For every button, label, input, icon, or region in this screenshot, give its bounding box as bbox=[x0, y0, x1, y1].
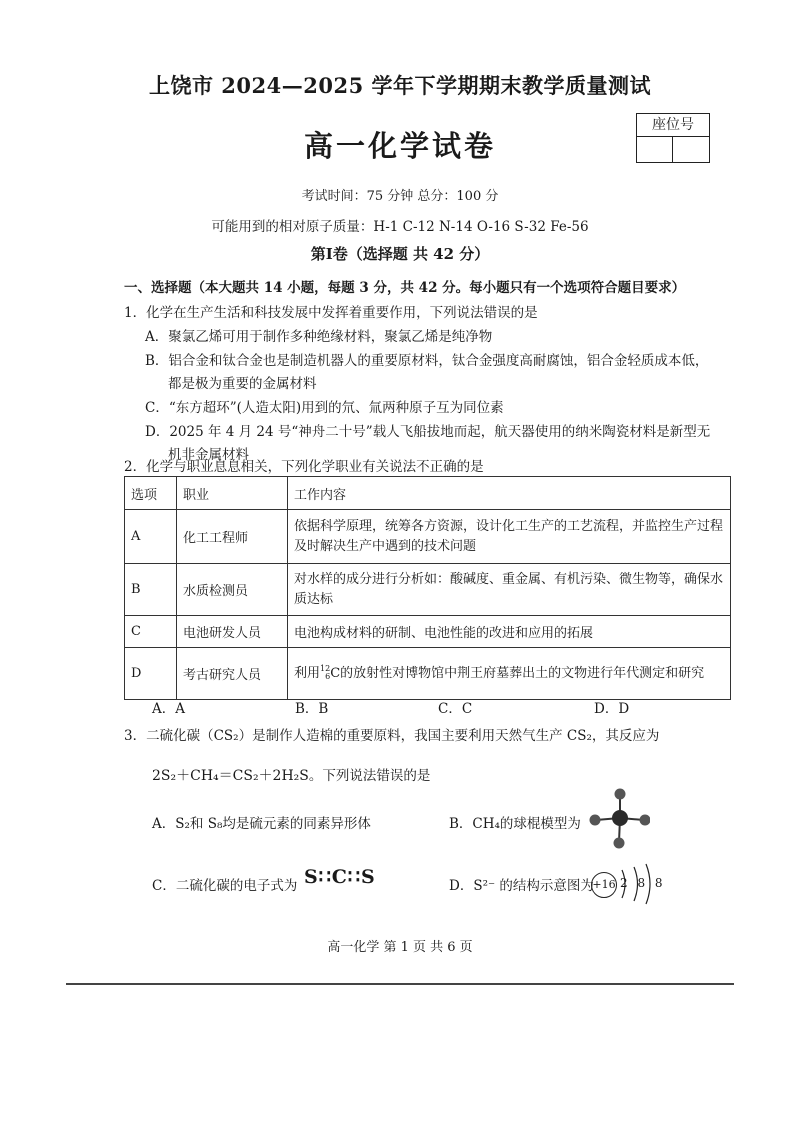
career-table bbox=[124, 476, 731, 700]
table-header-job: 职业 bbox=[177, 477, 288, 510]
row-content-post: 的放射性对博物馆中荆王府墓葬出土的文物进行年代测定和研究 bbox=[340, 665, 705, 681]
section-title: 一、选择题（本大题共 14 小题，每题 3 分，共 42 分。每小题只有一个选项符合题目要求） bbox=[124, 280, 686, 296]
part-one-title: 第Ⅰ卷（选择题 共 42 分） bbox=[310, 245, 490, 263]
table-row bbox=[125, 648, 731, 700]
row-option: C bbox=[125, 616, 177, 648]
answer-c: C．C bbox=[438, 701, 473, 717]
equation-tail: 。下列说法错误的是 bbox=[308, 768, 431, 784]
question-1-option-b: B．铝合金和钛合金也是制造机器人的重要原材料，钛合金强度高耐腐蚀，铝合金轻质成本低， bbox=[145, 353, 709, 369]
row-content: 电池构成材料的研制、电池性能的改进和应用的拓展 bbox=[288, 616, 731, 648]
answer-a: A．A bbox=[152, 701, 185, 717]
row-content: 依据科学原理，统筹各方资源，设计化工生产的工艺流程，并监控生产过程及时解决生产中遇到的技术问题 bbox=[288, 510, 731, 564]
table-header-content: 工作内容 bbox=[288, 477, 731, 510]
isotope-element: C bbox=[330, 665, 341, 681]
question-1-option-d: D．2025 年 4 月 24 号“神舟二十号”载人飞船拔地而起，航天器使用的纳米陶瓷材料是新型无 bbox=[145, 424, 711, 440]
row-content bbox=[288, 648, 731, 700]
row-job: 化工工程师 bbox=[177, 510, 288, 564]
question-3-option-d: D．S²⁻ 的结构示意图为 bbox=[449, 878, 594, 894]
table-header-row bbox=[125, 477, 731, 510]
seat-number-box bbox=[636, 113, 710, 163]
row-content: 对水样的成分进行分析如：酸碱度、重金属、有机污染、微生物等，确保水质达标 bbox=[288, 564, 731, 616]
row-option: D bbox=[125, 648, 177, 700]
question-3-equation-line bbox=[152, 764, 430, 785]
question-3-option-b: B．CH₄的球棍模型为 bbox=[449, 816, 581, 832]
isotope-prefix bbox=[320, 665, 330, 681]
methane-ball-stick-icon bbox=[586, 786, 650, 850]
table-header-option: 选项 bbox=[125, 477, 177, 510]
answer-d: D．D bbox=[594, 701, 630, 717]
seat-number-cell bbox=[637, 137, 673, 162]
answer-b: B．B bbox=[295, 701, 329, 717]
question-1-option-c: C．“东方超环”(人造太阳)用到的氘、氚两种原子互为同位素 bbox=[145, 400, 504, 416]
sulfide-ion-structure-diagram bbox=[590, 862, 666, 906]
question-3-stem: 3．二硫化碳（CS₂）是制作人造棉的重要原料，我国主要利用天然气生产 CS₂，其反应为 bbox=[124, 728, 660, 744]
seat-number-label: 座位号 bbox=[637, 114, 709, 137]
question-2-stem: 2．化学与职业息息相关，下列化学职业有关说法不正确的是 bbox=[124, 459, 484, 475]
row-content-pre: 利用 bbox=[294, 665, 321, 681]
nucleus-charge: +16 bbox=[591, 872, 617, 898]
page-footer: 高一化学 第 1 页 共 6 页 bbox=[327, 940, 473, 955]
exam-header-title: 上饶市 2024—2025 学年下学期期末教学质量测试 bbox=[148, 73, 651, 98]
isotope-mass: 12 bbox=[320, 664, 331, 673]
atomic-masses: 可能用到的相对原子质量：H-1 C-12 N-14 O-16 S-32 Fe-56 bbox=[211, 219, 589, 235]
cs2-electron-formula: S∷C∷S bbox=[304, 866, 376, 888]
row-job: 水质检测员 bbox=[177, 564, 288, 616]
row-job: 考古研究人员 bbox=[177, 648, 288, 700]
bottom-divider bbox=[66, 983, 734, 985]
paper-title: 高一化学试卷 bbox=[303, 129, 496, 163]
electron-shell-counts: 2 8 8 bbox=[620, 876, 666, 890]
question-3-option-c: C．二硫化碳的电子式为 bbox=[152, 878, 298, 894]
row-option: B bbox=[125, 564, 177, 616]
exam-info: 考试时间：75 分钟 总分：100 分 bbox=[301, 189, 499, 204]
reaction-equation: 2S₂＋CH₄＝CS₂＋2H₂S bbox=[152, 768, 309, 784]
question-1-option-d-cont: 机非金属材料 bbox=[168, 447, 249, 463]
isotope-number: 6 bbox=[325, 672, 331, 681]
question-3-option-a: A．S₂和 S₈均是硫元素的同素异形体 bbox=[152, 816, 371, 832]
row-job: 电池研发人员 bbox=[177, 616, 288, 648]
table-row bbox=[125, 564, 731, 616]
question-1-stem: 1．化学在生产生活和科技发展中发挥着重要作用，下列说法错误的是 bbox=[124, 305, 538, 321]
question-1-option-a: A．聚氯乙烯可用于制作多种绝缘材料，聚氯乙烯是纯净物 bbox=[145, 329, 493, 345]
question-1-option-b-cont: 都是极为重要的金属材料 bbox=[168, 376, 317, 392]
table-row bbox=[125, 510, 731, 564]
table-row bbox=[125, 616, 731, 648]
row-option: A bbox=[125, 510, 177, 564]
